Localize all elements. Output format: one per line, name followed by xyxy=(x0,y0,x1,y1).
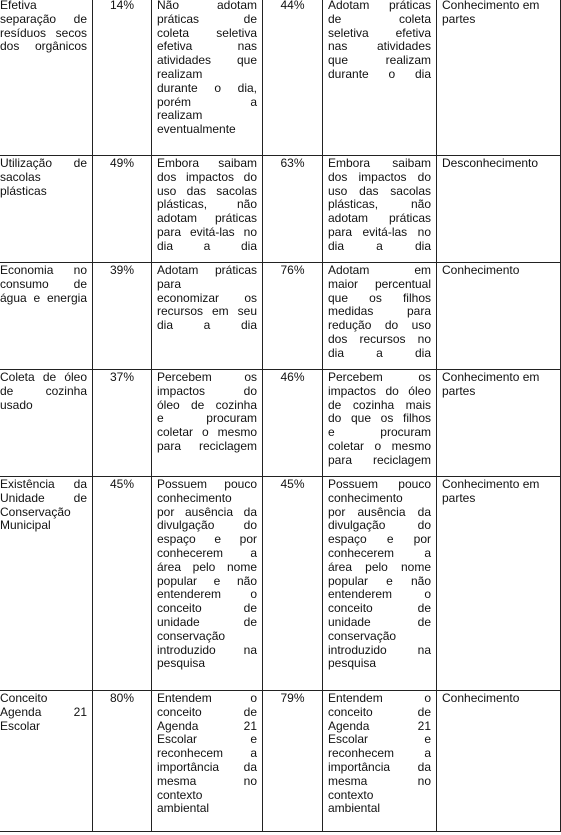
parents-description-cell xyxy=(323,0,437,156)
indicator-cell-line: de cozinha xyxy=(0,383,87,398)
students-description-cell-line: dia a dia xyxy=(157,318,257,333)
result-cell: Conhecimento em partes xyxy=(437,370,561,477)
students-description-cell-line: por ausência da xyxy=(157,504,257,519)
students-description-cell-line: pesquisa xyxy=(157,656,206,671)
parents-description-cell xyxy=(323,477,437,691)
students-description-cell xyxy=(152,263,263,370)
students-description-cell-line: para reciclagem xyxy=(157,438,257,453)
parents-description-cell xyxy=(323,370,437,477)
students-description-cell-line: durante o dia, xyxy=(157,80,257,95)
percentage-parents-cell: 63% xyxy=(263,156,323,263)
percentage-students-cell: 49% xyxy=(93,156,152,263)
percentage-parents-cell: 46% xyxy=(263,370,323,477)
parents-description-cell-line: impactos do óleo xyxy=(328,383,431,398)
students-description-cell-line: conceito de xyxy=(157,601,257,616)
parents-description-cell-line: importância da xyxy=(328,759,431,774)
parents-description-cell-line: reconhecem a xyxy=(328,746,431,761)
parents-description-cell-line: Percebem os xyxy=(328,370,431,384)
parents-description-cell-line: seletiva efetiva xyxy=(328,25,431,40)
parents-description-cell-line: uso das sacolas xyxy=(328,183,431,198)
result-cell: Conhecimento em partes xyxy=(437,477,561,691)
parents-description-cell-line: unidade de xyxy=(328,614,431,629)
students-description-cell-line: espaço e por xyxy=(157,532,257,547)
students-description-cell-line: mesma no xyxy=(157,773,257,788)
students-description-cell-line: ambiental xyxy=(157,801,210,816)
parents-description-cell-line: Embora saibam xyxy=(328,156,431,170)
students-description-cell-line: importância da xyxy=(157,759,257,774)
indicator-cell xyxy=(0,691,93,832)
percentage-parents-cell: 44% xyxy=(263,0,323,156)
parents-description-cell-line: conceito de xyxy=(328,601,431,616)
students-description-cell-line: Agenda 21 xyxy=(157,718,257,733)
indicator-cell-line: Unidade de xyxy=(0,490,87,505)
parents-description-cell-line: para reciclagem xyxy=(328,452,431,467)
parents-description-cell-line: divulgação do xyxy=(328,518,431,533)
result-cell: Desconhecimento xyxy=(437,156,561,263)
students-description-cell-line: uso das sacolas xyxy=(157,183,257,198)
students-description-cell-line: Não adotam xyxy=(157,0,257,12)
students-description-cell-line: realizam xyxy=(157,66,203,81)
students-description-cell-line: eventualmente xyxy=(157,122,236,137)
parents-description-cell-line: popular e não xyxy=(328,573,431,588)
table-row xyxy=(0,370,561,477)
parents-description-cell-line: pesquisa xyxy=(328,656,377,671)
result-cell: Conhecimento xyxy=(437,263,561,370)
indicator-cell-line: plásticas xyxy=(0,183,47,198)
percentage-parents-cell: 45% xyxy=(263,477,323,691)
parents-description-cell-line: mesma no xyxy=(328,773,431,788)
students-description-cell-line: Adotam práticas xyxy=(157,263,257,277)
parents-description-cell-line: para evitá-las no xyxy=(328,224,431,239)
students-description-cell-line: conhecerem a xyxy=(157,545,257,560)
students-description-cell-line: recursos em seu xyxy=(157,304,257,319)
parents-description-cell-line: maior percentual xyxy=(328,276,431,291)
parents-description-cell-line: introduzido na xyxy=(328,642,431,657)
parents-description-cell-line: Adotam em xyxy=(328,263,431,277)
indicator-cell xyxy=(0,263,93,370)
parents-description-cell-line: que realizam xyxy=(328,53,431,68)
percentage-parents-cell: 79% xyxy=(263,691,323,832)
students-description-cell-line: contexto xyxy=(157,787,203,802)
indicator-cell xyxy=(0,370,93,477)
students-description-cell-line: área pelo nome xyxy=(157,559,257,574)
students-description-cell-line: popular e não xyxy=(157,573,257,588)
students-description-cell-line: coleta seletiva xyxy=(157,25,257,40)
students-description-cell-line: divulgação do xyxy=(157,518,257,533)
parents-description-cell-line: conservação xyxy=(328,628,397,643)
students-description-cell-line: reconhecem a xyxy=(157,746,257,761)
parents-description-cell-line: e procuram xyxy=(328,425,431,440)
percentage-students-cell: 45% xyxy=(93,477,152,691)
indicator-cell-line: separação de xyxy=(0,11,87,26)
students-description-cell-line: introduzido na xyxy=(157,642,257,657)
students-description-cell-line: entenderem o xyxy=(157,587,257,602)
table-row xyxy=(0,691,561,832)
indicator-cell-line: Coleta de óleo xyxy=(0,370,87,384)
indicator-cell-line: Efetiva xyxy=(0,0,37,12)
students-description-cell xyxy=(152,156,263,263)
parents-description-cell-line: dos impactos do xyxy=(328,169,431,184)
indicator-cell-line: consumo de xyxy=(0,276,87,291)
parents-description-cell-line: entenderem o xyxy=(328,587,431,602)
percentage-students-cell: 80% xyxy=(93,691,152,832)
parents-description-cell-line: Escolar e xyxy=(328,732,431,747)
parents-description-cell-line: contexto xyxy=(328,787,374,802)
parents-description-cell-line: Adotam práticas xyxy=(328,0,431,12)
percentage-students-cell: 37% xyxy=(93,370,152,477)
parents-description-cell-line: área pelo nome xyxy=(328,559,431,574)
percentage-parents-cell: 76% xyxy=(263,263,323,370)
indicator-cell-line: Municipal xyxy=(0,518,51,533)
parents-description-cell-line: de coleta xyxy=(328,11,431,26)
table-row xyxy=(0,263,561,370)
students-description-cell-line: para xyxy=(157,276,182,291)
students-description-cell-line: dos impactos do xyxy=(157,169,257,184)
parents-description-cell-line: medidas para xyxy=(328,304,431,319)
indicator-cell-line: Agenda 21 xyxy=(0,704,87,719)
parents-description-cell-line: adotam práticas xyxy=(328,211,431,226)
percentage-students-cell: 39% xyxy=(93,263,152,370)
parents-description-cell-line: conhecerem a xyxy=(328,545,431,560)
students-description-cell-line: plásticas, não xyxy=(157,197,257,212)
students-description-cell-line: realizam xyxy=(157,108,203,123)
students-description-cell-line: porém a xyxy=(157,94,257,109)
parents-description-cell-line: de cozinha mais xyxy=(328,397,431,412)
indicator-cell-line: Escolar xyxy=(0,718,41,733)
students-description-cell-line: e procuram xyxy=(157,411,257,426)
students-description-cell-line: impactos do xyxy=(157,383,257,398)
indicator-cell xyxy=(0,156,93,263)
parents-description-cell-line: que os filhos xyxy=(328,290,431,305)
students-description-cell-line: Percebem os xyxy=(157,370,257,384)
students-description-cell xyxy=(152,370,263,477)
parents-description-cell xyxy=(323,691,437,832)
students-description-cell-line: conhecimento xyxy=(157,490,232,505)
students-description-cell-line: Entendem o xyxy=(157,691,257,705)
students-description-cell-line: atividades que xyxy=(157,53,257,68)
students-description-cell xyxy=(152,477,263,691)
result-cell: Conhecimento em partes xyxy=(437,0,561,156)
students-description-cell-line: conceito de xyxy=(157,704,257,719)
students-description-cell-line: economizar os xyxy=(157,290,257,305)
indicator-cell-line: água e energia xyxy=(0,290,87,305)
students-description-cell-line: unidade de xyxy=(157,614,257,629)
parents-description-cell-line: Entendem o xyxy=(328,691,431,705)
indicator-cell-line: dos orgânicos xyxy=(0,39,87,54)
parents-description-cell-line: por ausência da xyxy=(328,504,431,519)
parents-description-cell-line: dia a dia xyxy=(328,345,431,360)
parents-description-cell-line: conceito de xyxy=(328,704,431,719)
parents-description-cell xyxy=(323,156,437,263)
indicator-cell-line: resíduos secos xyxy=(0,25,87,40)
indicator-cell-line: Conservação xyxy=(0,504,71,519)
parents-description-cell-line: nas atividades xyxy=(328,39,431,54)
parents-description-cell-line: plásticas, não xyxy=(328,197,431,212)
parents-description-cell-line: dia a dia xyxy=(328,238,431,253)
indicator-cell-line: Existência da xyxy=(0,477,87,491)
table-row xyxy=(0,0,561,156)
students-description-cell-line: práticas de xyxy=(157,11,257,26)
students-description-cell-line: óleo de cozinha xyxy=(157,397,257,412)
students-description-cell-line: adotam práticas xyxy=(157,211,257,226)
indicator-cell-line: sacolas xyxy=(0,169,41,184)
parents-description-cell-line: espaço e por xyxy=(328,532,431,547)
students-description-cell-line: Escolar e xyxy=(157,732,257,747)
students-description-cell-line: Possuem pouco xyxy=(157,477,257,491)
parents-description-cell-line: ambiental xyxy=(328,801,381,816)
students-description-cell-line: para evitá-las no xyxy=(157,224,257,239)
parents-description-cell-line: Agenda 21 xyxy=(328,718,431,733)
students-description-cell-line: conservação xyxy=(157,628,226,643)
students-description-cell-line: efetiva nas xyxy=(157,39,257,54)
parents-description-cell-line: conhecimento xyxy=(328,490,403,505)
students-description-cell-line: dia a dia xyxy=(157,238,257,253)
students-description-cell xyxy=(152,691,263,832)
parents-description-cell-line: Possuem pouco xyxy=(328,477,431,491)
students-description-cell xyxy=(152,0,263,156)
percentage-students-cell: 14% xyxy=(93,0,152,156)
students-description-cell-line: Embora saibam xyxy=(157,156,257,170)
table-row xyxy=(0,156,561,263)
parents-description-cell-line: durante o dia xyxy=(328,66,431,81)
indicator-cell xyxy=(0,0,93,156)
parents-description-cell-line: do que os filhos xyxy=(328,411,431,426)
parents-description-cell-line: dos recursos no xyxy=(328,331,431,346)
indicator-cell-line: Utilização de xyxy=(0,156,87,170)
parents-description-cell-line: redução do uso xyxy=(328,318,431,333)
result-cell: Conhecimento xyxy=(437,691,561,832)
parents-description-cell-line: coletar o mesmo xyxy=(328,438,431,453)
indicator-cell-line: usado xyxy=(0,397,33,412)
indicator-cell xyxy=(0,477,93,691)
indicator-cell-line: Economia no xyxy=(0,263,87,277)
parents-description-cell xyxy=(323,263,437,370)
table-row xyxy=(0,477,561,691)
indicator-cell-line: Conceito xyxy=(0,691,48,705)
students-description-cell-line: coletar o mesmo xyxy=(157,425,257,440)
